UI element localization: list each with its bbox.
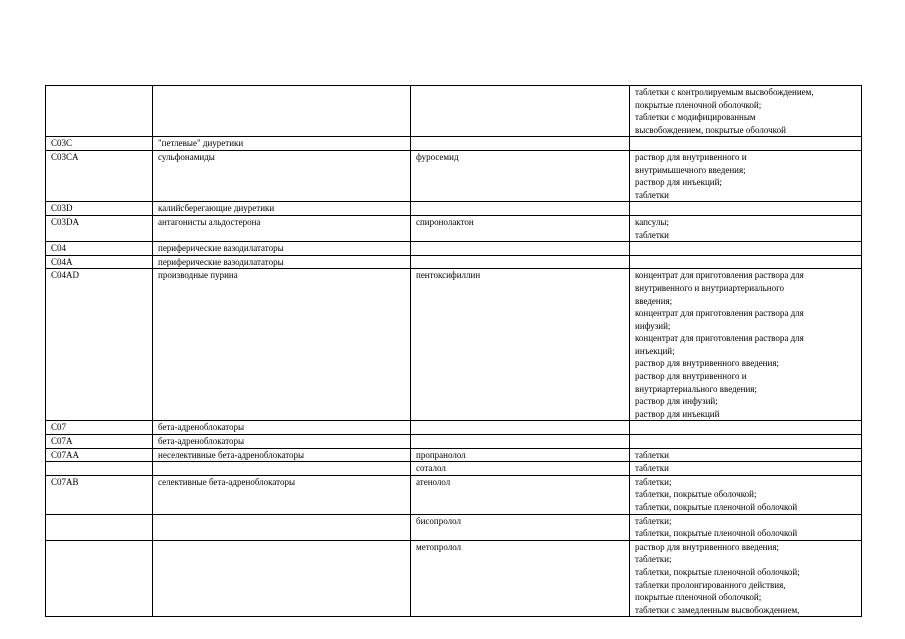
table-row [46,202,862,216]
dosage-forms-cell [630,462,862,476]
drug-name-cell [411,242,630,256]
atc-code-cell: C03CA [46,150,153,201]
table-row [46,475,862,514]
anatomical-group-cell: периферические вазодилататоры [153,255,411,269]
table-row [46,215,862,241]
drug-name-cell [411,137,630,151]
table-row [46,462,862,476]
drug-name-cell [411,255,630,269]
dosage-forms-cell [630,448,862,462]
dosage-form-line: таблетки [635,449,670,460]
table-row [46,421,862,435]
dosage-form-line: концентрат для приготовления раствора для [635,270,804,281]
dosage-form-line: концентрат для приготовления раствора для [635,333,804,344]
atc-code-cell: C03DA [46,215,153,241]
dosage-form-line: раствор для инъекций; [635,177,722,188]
dosage-form-line: таблетки; [635,515,672,526]
dosage-forms-cell [630,255,862,269]
dosage-form-line: капсулы; [635,216,669,227]
drug-name-cell: пропранолол [411,448,630,462]
dosage-form-line: таблетки, покрытые оболочкой; [635,489,757,500]
dosage-form-line: таблетки пролонгированного действия, [635,579,786,590]
atc-code-cell [46,514,153,540]
atc-code-cell: C04AD [46,269,153,421]
atc-code-cell: C04A [46,255,153,269]
drug-name-cell: метопролол [411,540,630,617]
table-row [46,255,862,269]
drug-name-cell: фуросемид [411,150,630,201]
anatomical-group-cell: сульфонамиды [153,150,411,201]
anatomical-group-cell: бета-адреноблокаторы [153,421,411,435]
table-row [46,540,862,617]
dosage-form-line: раствор для внутривенного введения; [635,541,779,552]
dosage-form-line: таблетки с контролируемым высвобождением, [635,87,814,97]
dosage-forms-cell [630,540,862,617]
dosage-form-line: раствор для инфузий; [635,396,718,407]
table-row [46,448,862,462]
dosage-form-line: раствор для внутривенного введения; [635,358,779,369]
dosage-forms-cell [630,86,862,137]
atc-code-cell [46,86,153,137]
drug-name-cell: пентоксифиллин [411,269,630,421]
dosage-form-line: таблетки [635,189,670,200]
anatomical-group-cell [153,462,411,476]
atc-code-cell [46,462,153,476]
dosage-form-line: таблетки; [635,554,672,565]
table-row [46,86,862,137]
dosage-forms-cell [630,435,862,449]
drug-name-cell: атенолол [411,475,630,514]
anatomical-group-cell: периферические вазодилататоры [153,242,411,256]
atc-code-cell: C07AA [46,448,153,462]
atc-code-cell: C07A [46,435,153,449]
anatomical-group-cell: "петлевые" диуретики [153,137,411,151]
atc-code-cell: C07 [46,421,153,435]
dosage-forms-cell [630,215,862,241]
dosage-form-line: таблетки, покрытые пленочной оболочкой; [635,566,800,577]
drug-table [45,85,862,617]
drug-name-cell [411,435,630,449]
dosage-forms-cell [630,202,862,216]
atc-code-cell: C03D [46,202,153,216]
dosage-form-line: инфузий; [635,320,671,331]
anatomical-group-cell: бета-адреноблокаторы [153,435,411,449]
dosage-form-line: введения; [635,295,673,306]
table-row [46,242,862,256]
drug-name-cell: спиронолактон [411,215,630,241]
dosage-forms-cell [630,242,862,256]
dosage-forms-cell [630,269,862,421]
dosage-form-line: таблетки [635,463,670,474]
anatomical-group-cell [153,514,411,540]
dosage-forms-cell [630,150,862,201]
atc-code-cell: C03C [46,137,153,151]
dosage-form-line: таблетки с модифицированным [635,112,756,123]
dosage-form-line: внутримышечного введения; [635,164,746,175]
dosage-forms-cell [630,421,862,435]
anatomical-group-cell [153,540,411,617]
dosage-form-line: раствор для внутривенного и [635,371,747,382]
dosage-form-line: покрытые пленочной оболочкой; [635,592,762,603]
drug-name-cell [411,86,630,137]
dosage-form-line: раствор для инъекций [635,408,720,419]
dosage-forms-cell [630,137,862,151]
anatomical-group-cell: неселективные бета-адреноблокаторы [153,448,411,462]
dosage-form-line: таблетки; [635,476,672,487]
table-row [46,137,862,151]
dosage-form-line: концентрат для приготовления раствора для [635,308,804,319]
anatomical-group-cell: селективные бета-адреноблокаторы [153,475,411,514]
table-row [46,514,862,540]
dosage-form-line: покрытые пленочной оболочкой; [635,99,762,110]
anatomical-group-cell: производные пурина [153,269,411,421]
drug-name-cell: бисопролол [411,514,630,540]
dosage-form-line: раствор для внутривенного и [635,151,747,162]
atc-code-cell: C04 [46,242,153,256]
dosage-form-line: высвобождением, покрытые оболочкой [635,124,786,135]
dosage-form-line: таблетки, покрытые пленочной оболочкой [635,528,798,539]
table-row [46,435,862,449]
table-row [46,150,862,201]
dosage-form-line: инъекций; [635,345,675,356]
anatomical-group-cell: антагонисты альдостерона [153,215,411,241]
dosage-form-line: таблетки с замедленным высвобождением, [635,604,800,615]
drug-name-cell [411,202,630,216]
dosage-form-line: таблетки [635,229,670,240]
dosage-forms-cell [630,475,862,514]
drug-table-body [46,86,862,617]
table-row [46,269,862,421]
dosage-form-line: таблетки, покрытые пленочной оболочкой [635,502,798,512]
drug-name-cell: соталол [411,462,630,476]
anatomical-group-cell [153,86,411,137]
anatomical-group-cell: калийсберегающие диуретики [153,202,411,216]
atc-code-cell: C07AB [46,475,153,514]
dosage-form-line: внутривенного и внутриартериального [635,282,785,293]
dosage-form-line: внутриартериального введения; [635,383,757,394]
drug-name-cell [411,421,630,435]
dosage-forms-cell [630,514,862,540]
atc-code-cell [46,540,153,617]
